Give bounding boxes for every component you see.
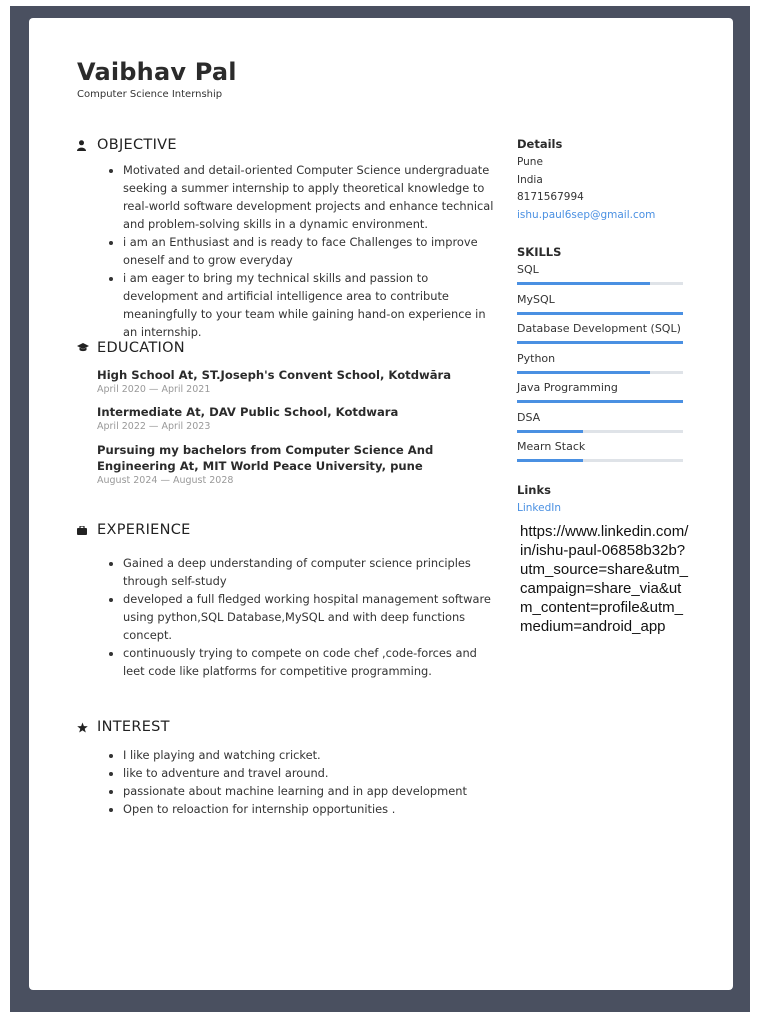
skill-level-fill [517, 430, 583, 433]
skill-level-fill [517, 312, 683, 315]
skill-level-bar [517, 459, 683, 462]
skills-section [517, 244, 683, 469]
interest-heading [77, 717, 497, 737]
experience-heading [77, 520, 497, 540]
details-phone: 8171567994 [517, 191, 584, 203]
skill-level-bar [517, 400, 683, 403]
list-item: • passionate about machine learning and in app development [123, 782, 497, 800]
objective-section [77, 135, 497, 341]
list-item: • i am eager to bring my technical skills and passion to development and artificial intelligence area to contribute meaningfully to your team while gaining hand-on experience in an internship. [123, 269, 497, 341]
resume-page [29, 18, 733, 990]
person-icon [77, 140, 97, 151]
list-item: • I like playing and watching cricket. [123, 746, 497, 764]
list-item: • developed a full fledged working hospital management software using python,SQL Database,MySQL and with deep functions concept. [123, 590, 497, 644]
list-item: • like to adventure and travel around. [123, 764, 497, 782]
objective-heading [77, 135, 497, 155]
skill-level-fill [517, 282, 650, 285]
linkedin-link[interactable]: LinkedIn [517, 502, 562, 514]
skill-level-fill [517, 341, 683, 344]
skill-level-bar [517, 371, 683, 374]
education-item [97, 442, 497, 488]
skills-title: SKILLS [517, 245, 562, 259]
skill-level-bar [517, 430, 683, 433]
skill-level-fill [517, 459, 583, 462]
list-item: • continuously trying to compete on code chef ,code-forces and leet code like platforms for competitive programming. [123, 644, 497, 680]
skill-item [517, 439, 683, 469]
briefcase-icon [77, 526, 97, 535]
skill-name: SQL [517, 263, 539, 276]
list-item: • i am an Enthusiast and is ready to face Challenges to improve oneself and to grow everyday [123, 233, 497, 269]
star-icon [77, 722, 97, 733]
experience-list [77, 554, 497, 680]
interest-list [77, 746, 497, 818]
list-item: • Motivated and detail-oriented Computer Science undergraduate seeking a summer internship to apply theoretical knowledge to real-world software development projects and enhance technical and problem-solving skills in a dynamic environment. [123, 161, 497, 233]
list-item: • Open to reloaction for internship opportunities . [123, 800, 497, 818]
graduation-cap-icon [77, 343, 97, 353]
experience-section [77, 520, 497, 680]
linkedin-url-text: https://www.linkedin.com/in/ishu-paul-06858b32b?utm_source=share&utm_campaign=share_via&utm_content=profile&utm_medium=android_app [520, 522, 689, 635]
skill-name: Mearn Stack [517, 440, 586, 453]
skill-level-bar [517, 282, 683, 285]
education-item-title: High School At, ST.Joseph's Convent School, Kotdwāra [97, 368, 452, 382]
experience-title: EXPERIENCE [97, 522, 191, 538]
skill-name: DSA [517, 410, 541, 424]
details-city: Pune [517, 156, 543, 168]
education-title: EDUCATION [97, 340, 185, 356]
skill-name: Database Development (SQL) [517, 322, 681, 335]
skill-item [517, 410, 683, 440]
objective-title: OBJECTIVE [97, 137, 177, 153]
education-item-title: Pursuing my bachelors from Computer Science And Engineering At, MIT World Peace University, pune [97, 443, 434, 473]
list-item: • Gained a deep understanding of computer science principles through self-study [123, 554, 497, 590]
skills-list [517, 262, 683, 469]
skill-level-bar [517, 312, 683, 315]
skill-item [517, 292, 683, 322]
skill-item [517, 321, 683, 351]
education-item-title: Intermediate At, DAV Public School, Kotdwara [97, 405, 399, 419]
skill-name: Python [517, 351, 556, 365]
details-section [517, 136, 683, 224]
skill-name: MySQL [517, 292, 555, 306]
skill-level-fill [517, 371, 650, 374]
links-title: Links [517, 483, 551, 497]
interest-section [77, 717, 497, 818]
skill-item [517, 351, 683, 381]
education-heading [77, 338, 497, 358]
skill-level-fill [517, 400, 683, 403]
education-item [97, 367, 497, 397]
education-item [97, 404, 497, 434]
candidate-name: Vaibhav Pal [77, 58, 237, 86]
education-item-date: April 2022 — April 2023 [97, 421, 211, 432]
education-section [77, 338, 497, 488]
details-title: Details [517, 137, 563, 151]
skill-name: Java Programming [517, 381, 618, 394]
candidate-subtitle: Computer Science Internship [77, 89, 223, 100]
details-email-link[interactable]: ishu.paul6sep@gmail.com [517, 208, 656, 221]
skill-item [517, 380, 683, 410]
links-section [517, 482, 689, 636]
skill-level-bar [517, 341, 683, 344]
interest-title: INTEREST [97, 719, 170, 735]
details-country: India [517, 173, 543, 186]
objective-list [77, 161, 497, 341]
skill-item [517, 262, 683, 292]
document-frame [10, 6, 750, 1012]
education-item-date: April 2020 — April 2021 [97, 384, 211, 395]
education-item-date: August 2024 — August 2028 [97, 475, 234, 486]
